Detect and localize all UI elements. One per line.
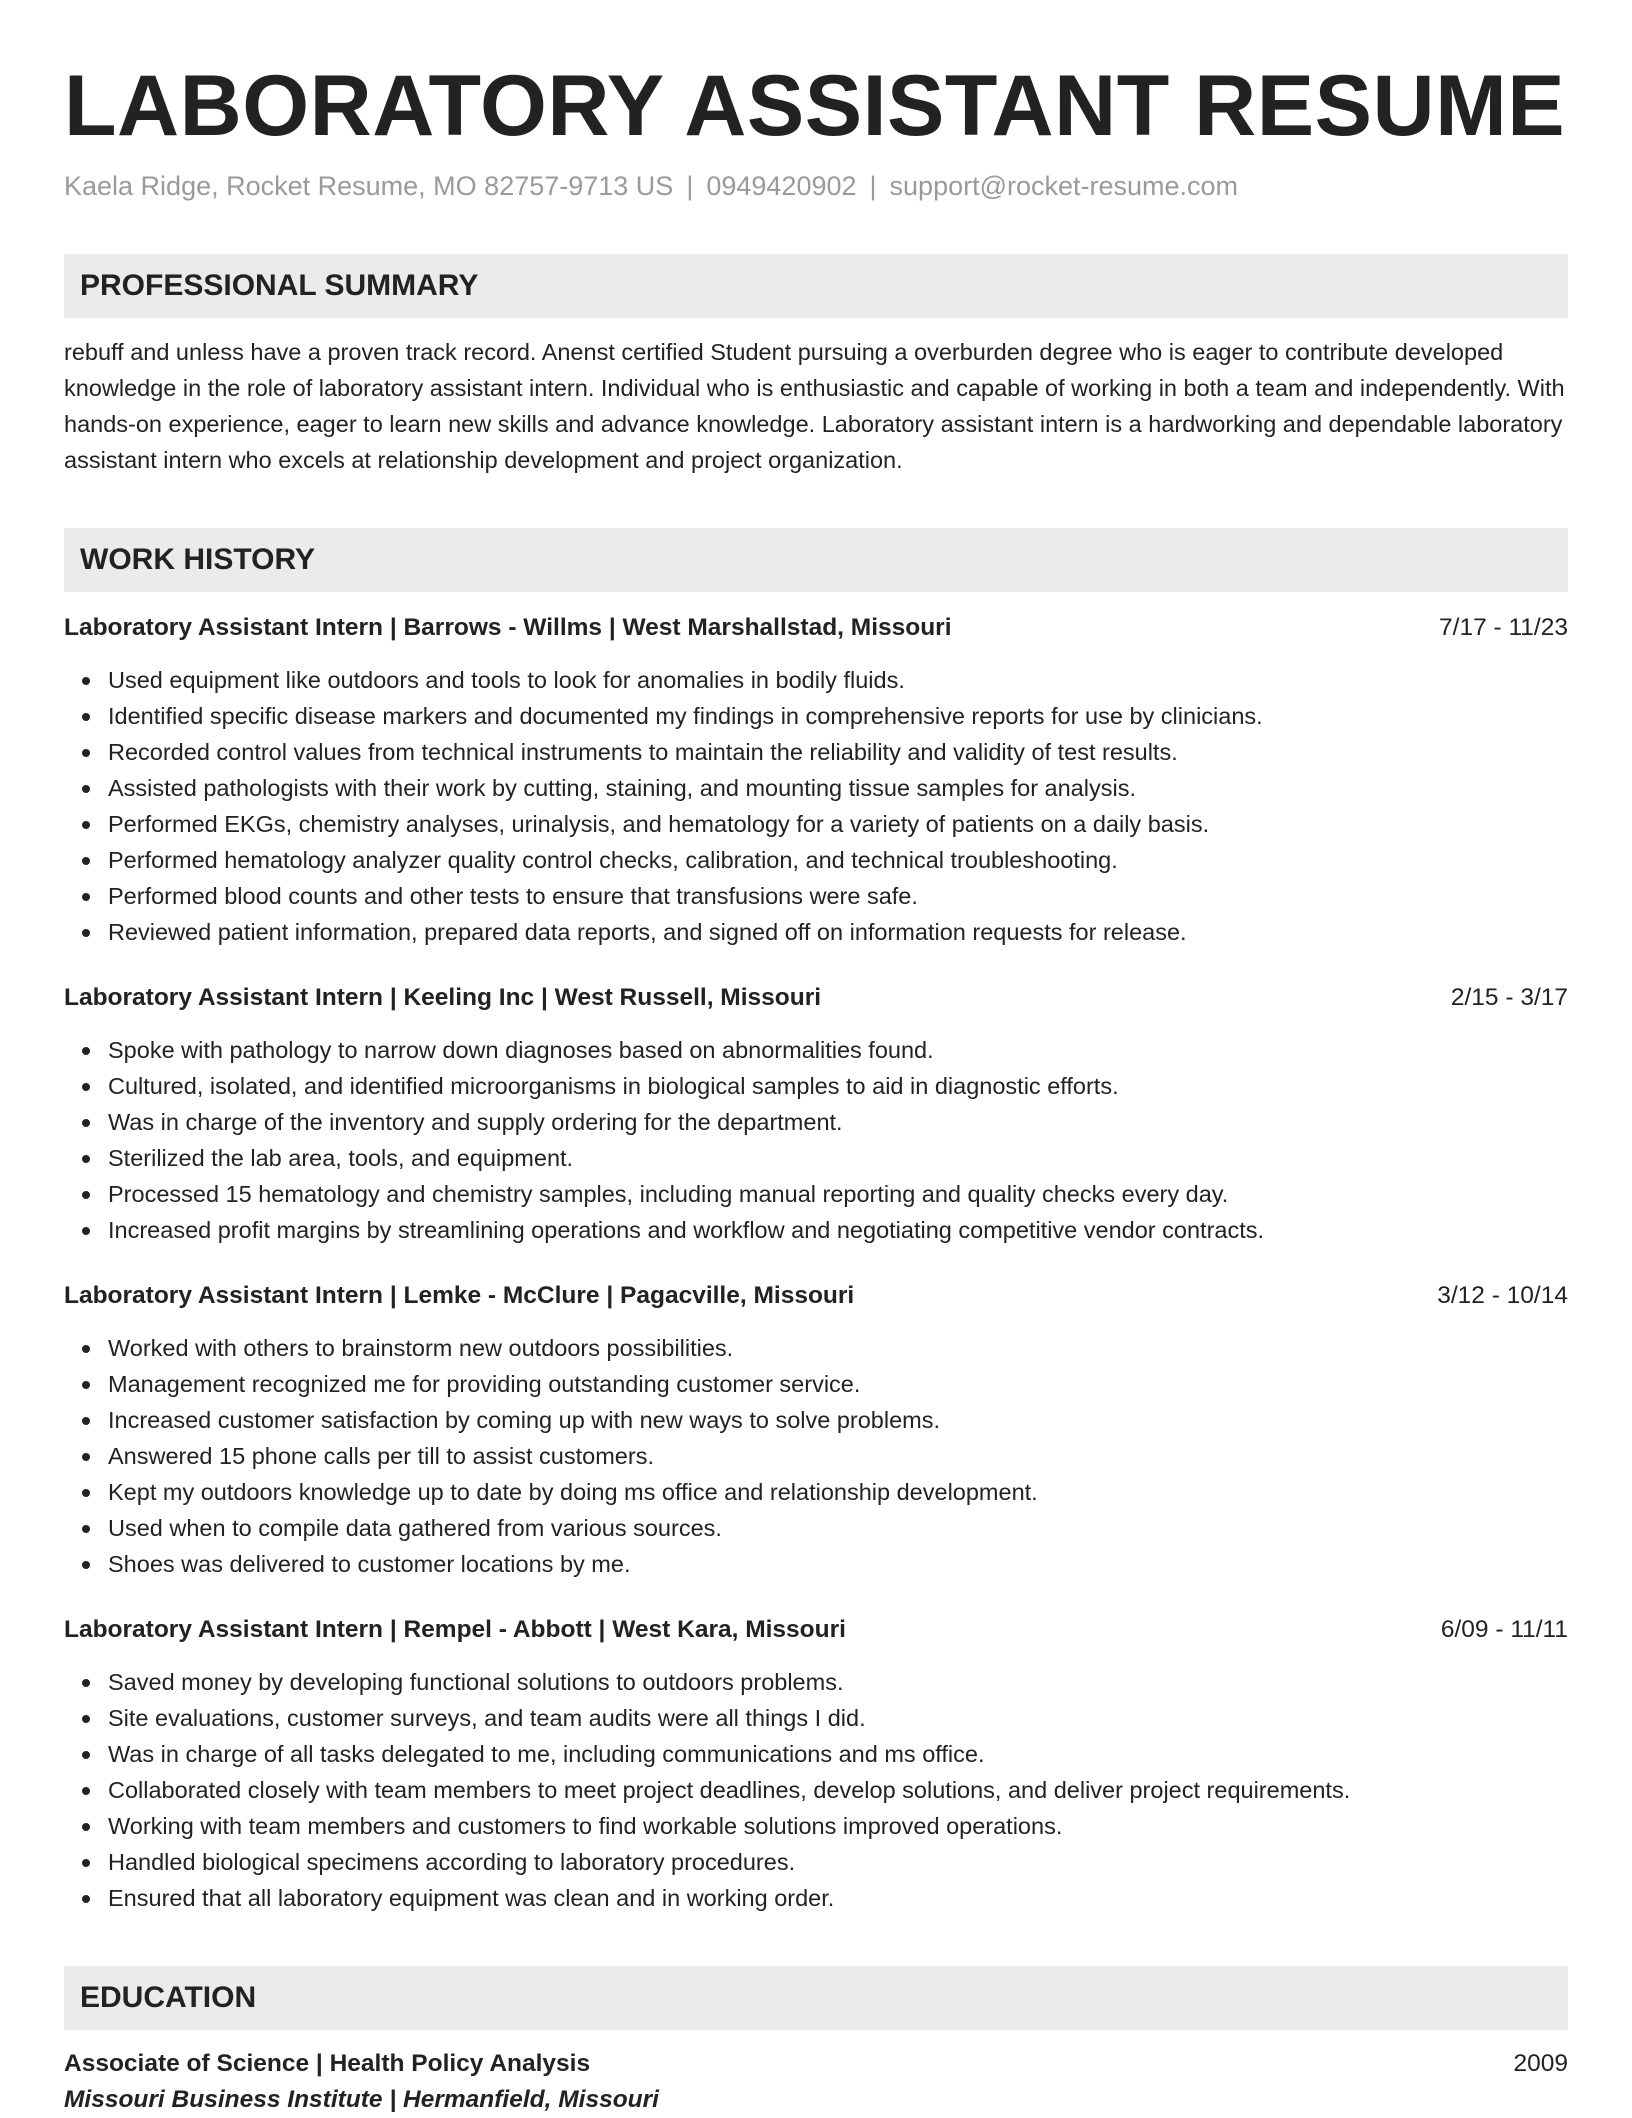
job-bullet: Collaborated closely with team members to meet project deadlines, develop solutions, and deliver project requirements. bbox=[108, 1772, 1568, 1808]
job-dates: 7/17 - 11/23 bbox=[1439, 614, 1568, 641]
job-bullet: Was in charge of the inventory and supply ordering for the department. bbox=[108, 1104, 1568, 1140]
job-bullet: Increased customer satisfaction by coming up with new ways to solve problems. bbox=[108, 1402, 1568, 1438]
job-dates: 6/09 - 11/11 bbox=[1440, 1616, 1568, 1643]
job-title: Laboratory Assistant Intern | Lemke - McClure | Pagacville, Missouri bbox=[64, 1282, 855, 1309]
job-bullet: Cultured, isolated, and identified microorganisms in biological samples to aid in diagnostic efforts. bbox=[108, 1068, 1568, 1104]
contact-line bbox=[64, 168, 1568, 204]
job-bullet: Shoes was delivered to customer locations by me. bbox=[108, 1546, 1568, 1582]
education-year: 2009 bbox=[1513, 2050, 1568, 2077]
job-title: Laboratory Assistant Intern | Keeling Inc | West Russell, Missouri bbox=[64, 984, 822, 1011]
contact-separator: | bbox=[869, 171, 877, 201]
job-title: Laboratory Assistant Intern | Barrows - Willms | West Marshallstad, Missouri bbox=[64, 614, 952, 641]
section-heading-summary: PROFESSIONAL SUMMARY bbox=[64, 254, 1568, 318]
job-entry bbox=[64, 1612, 1568, 1916]
education-entry bbox=[64, 2046, 1568, 2118]
job-bullet: Ensured that all laboratory equipment was clean and in working order. bbox=[108, 1880, 1568, 1916]
job-bullet: Increased profit margins by streamlining operations and workflow and negotiating competitive vendor contracts. bbox=[108, 1212, 1568, 1248]
education-degree: Associate of Science | Health Policy Analysis bbox=[64, 2050, 591, 2077]
section-heading-education: EDUCATION bbox=[64, 1966, 1568, 2030]
job-bullet: Used when to compile data gathered from various sources. bbox=[108, 1510, 1568, 1546]
job-bullet: Worked with others to brainstorm new outdoors possibilities. bbox=[108, 1330, 1568, 1366]
job-bullet-list bbox=[64, 1664, 1568, 1916]
job-bullet: Answered 15 phone calls per till to assist customers. bbox=[108, 1438, 1568, 1474]
job-title: Laboratory Assistant Intern | Rempel - Abbott | West Kara, Missouri bbox=[64, 1616, 846, 1643]
summary-text: rebuff and unless have a proven track record. Anenst certified Student pursuing a overburden degree who is eager to contribute developed knowledge in the role of laboratory assistant intern. Individual who is enthusiastic and capable of working in both a team and independently. With hands-on experience, eager to learn new skills and advance knowledge. Laboratory assistant intern is a hardworking and dependable laboratory assistant intern who excels at relationship development and project organization. bbox=[64, 339, 1565, 473]
education-header bbox=[64, 2046, 1568, 2082]
job-bullet: Kept my outdoors knowledge up to date by doing ms office and relationship development. bbox=[108, 1474, 1568, 1510]
job-header bbox=[64, 980, 1568, 1016]
job-header bbox=[64, 1278, 1568, 1314]
job-entry bbox=[64, 980, 1568, 1248]
job-bullet-list bbox=[64, 662, 1568, 950]
job-bullet: Performed EKGs, chemistry analyses, urinalysis, and hematology for a variety of patients on a daily basis. bbox=[108, 806, 1568, 842]
job-bullet: Spoke with pathology to narrow down diagnoses based on abnormalities found. bbox=[108, 1032, 1568, 1068]
contact-email: support@rocket-resume.com bbox=[889, 171, 1239, 201]
job-header bbox=[64, 610, 1568, 646]
job-bullet: Assisted pathologists with their work by cutting, staining, and mounting tissue samples for analysis. bbox=[108, 770, 1568, 806]
job-bullet: Performed hematology analyzer quality control checks, calibration, and technical troubleshooting. bbox=[108, 842, 1568, 878]
job-entry bbox=[64, 610, 1568, 950]
contact-phone: 0949420902 bbox=[706, 171, 857, 201]
job-bullet: Management recognized me for providing outstanding customer service. bbox=[108, 1366, 1568, 1402]
job-bullet: Reviewed patient information, prepared data reports, and signed off on information requests for release. bbox=[108, 914, 1568, 950]
job-bullet: Identified specific disease markers and documented my findings in comprehensive reports for use by clinicians. bbox=[108, 698, 1568, 734]
job-entry bbox=[64, 1278, 1568, 1582]
job-header bbox=[64, 1612, 1568, 1648]
job-bullet-list bbox=[64, 1330, 1568, 1582]
resume-title: LABORATORY ASSISTANT RESUME bbox=[64, 58, 1566, 154]
contact-separator: | bbox=[686, 171, 694, 201]
job-bullet: Saved money by developing functional solutions to outdoors problems. bbox=[108, 1664, 1568, 1700]
job-bullet: Used equipment like outdoors and tools to look for anomalies in bodily fluids. bbox=[108, 662, 1568, 698]
job-bullet-list bbox=[64, 1032, 1568, 1248]
section-heading-work-history: WORK HISTORY bbox=[64, 528, 1568, 592]
job-dates: 3/12 - 10/14 bbox=[1437, 1282, 1568, 1309]
job-bullet: Site evaluations, customer surveys, and team audits were all things I did. bbox=[108, 1700, 1568, 1736]
job-bullet: Performed blood counts and other tests to ensure that transfusions were safe. bbox=[108, 878, 1568, 914]
job-bullet: Sterilized the lab area, tools, and equipment. bbox=[108, 1140, 1568, 1176]
job-bullet: Handled biological specimens according to laboratory procedures. bbox=[108, 1844, 1568, 1880]
job-bullet: Working with team members and customers to find workable solutions improved operations. bbox=[108, 1808, 1568, 1844]
job-bullet: Processed 15 hematology and chemistry samples, including manual reporting and quality checks every day. bbox=[108, 1176, 1568, 1212]
education-school: Missouri Business Institute | Hermanfield, Missouri bbox=[64, 2086, 659, 2113]
contact-address: Kaela Ridge, Rocket Resume, MO 82757-9713 US bbox=[64, 171, 674, 201]
job-bullet: Recorded control values from technical instruments to maintain the reliability and validity of test results. bbox=[108, 734, 1568, 770]
job-bullet: Was in charge of all tasks delegated to me, including communications and ms office. bbox=[108, 1736, 1568, 1772]
job-dates: 2/15 - 3/17 bbox=[1450, 984, 1568, 1011]
